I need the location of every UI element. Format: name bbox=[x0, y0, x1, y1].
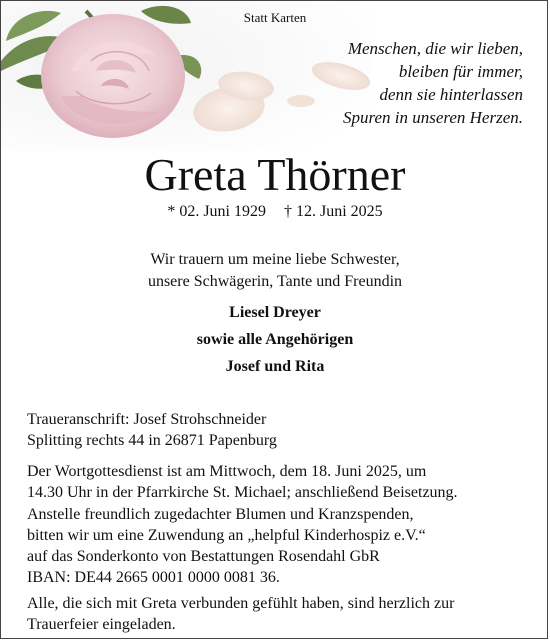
poem-line: bleiben für immer, bbox=[398, 62, 523, 81]
address-line: Splitting rechts 44 in 26871 Papenburg bbox=[27, 432, 277, 449]
donation-line: bitten wir um eine Zuwendung an „helpful Kinderhospiz e.V.“ bbox=[27, 527, 426, 544]
mourning-address bbox=[27, 409, 277, 451]
donation-line: auf das Sonderkonto von Bestattungen Rosendahl GbR bbox=[27, 548, 380, 565]
service-info bbox=[27, 461, 537, 503]
closing-invitation bbox=[27, 593, 537, 635]
poem-line: denn sie hinterlassen bbox=[379, 85, 523, 104]
donation-info bbox=[27, 504, 537, 588]
life-dates bbox=[1, 203, 548, 221]
address-line: Traueranschrift: Josef Strohschneider bbox=[27, 411, 267, 428]
closing-line: Alle, die sich mit Greta verbunden gefühlt haben, sind herzlich zur bbox=[27, 595, 455, 612]
poem bbox=[343, 37, 523, 129]
poem-line: Menschen, die wir lieben, bbox=[347, 39, 523, 58]
mourners-list bbox=[1, 299, 548, 380]
donation-line: Anstelle freundlich zugedachter Blumen und Kranzspenden, bbox=[27, 506, 414, 523]
deceased-name: Greta Thörner bbox=[144, 149, 406, 200]
poem-line: Spuren in unseren Herzen. bbox=[342, 108, 523, 127]
closing-line: Trauerfeier eingeladen. bbox=[27, 616, 176, 633]
mourning-text bbox=[1, 249, 548, 293]
mourner-name: Liesel Dreyer bbox=[229, 304, 321, 321]
death-date: † 12. Juni 2025 bbox=[284, 203, 383, 220]
mourning-line: unsere Schwägerin, Tante und Freundin bbox=[147, 273, 403, 290]
header-note: Statt Karten bbox=[243, 10, 307, 25]
birth-date: * 02. Juni 1929 bbox=[167, 203, 266, 220]
mourner-name: Josef und Rita bbox=[225, 358, 325, 375]
mourning-line: Wir trauern um meine liebe Schwester, bbox=[150, 251, 400, 268]
service-line: Der Wortgottesdienst ist am Mittwoch, dem 18. Juni 2025, um bbox=[27, 463, 427, 480]
service-line: 14.30 Uhr in der Pfarrkirche St. Michael; anschließend Beisetzung. bbox=[27, 484, 458, 501]
iban-line: IBAN: DE44 2665 0001 0000 0081 36. bbox=[27, 569, 280, 586]
mourner-name: sowie alle Angehörigen bbox=[196, 331, 354, 348]
